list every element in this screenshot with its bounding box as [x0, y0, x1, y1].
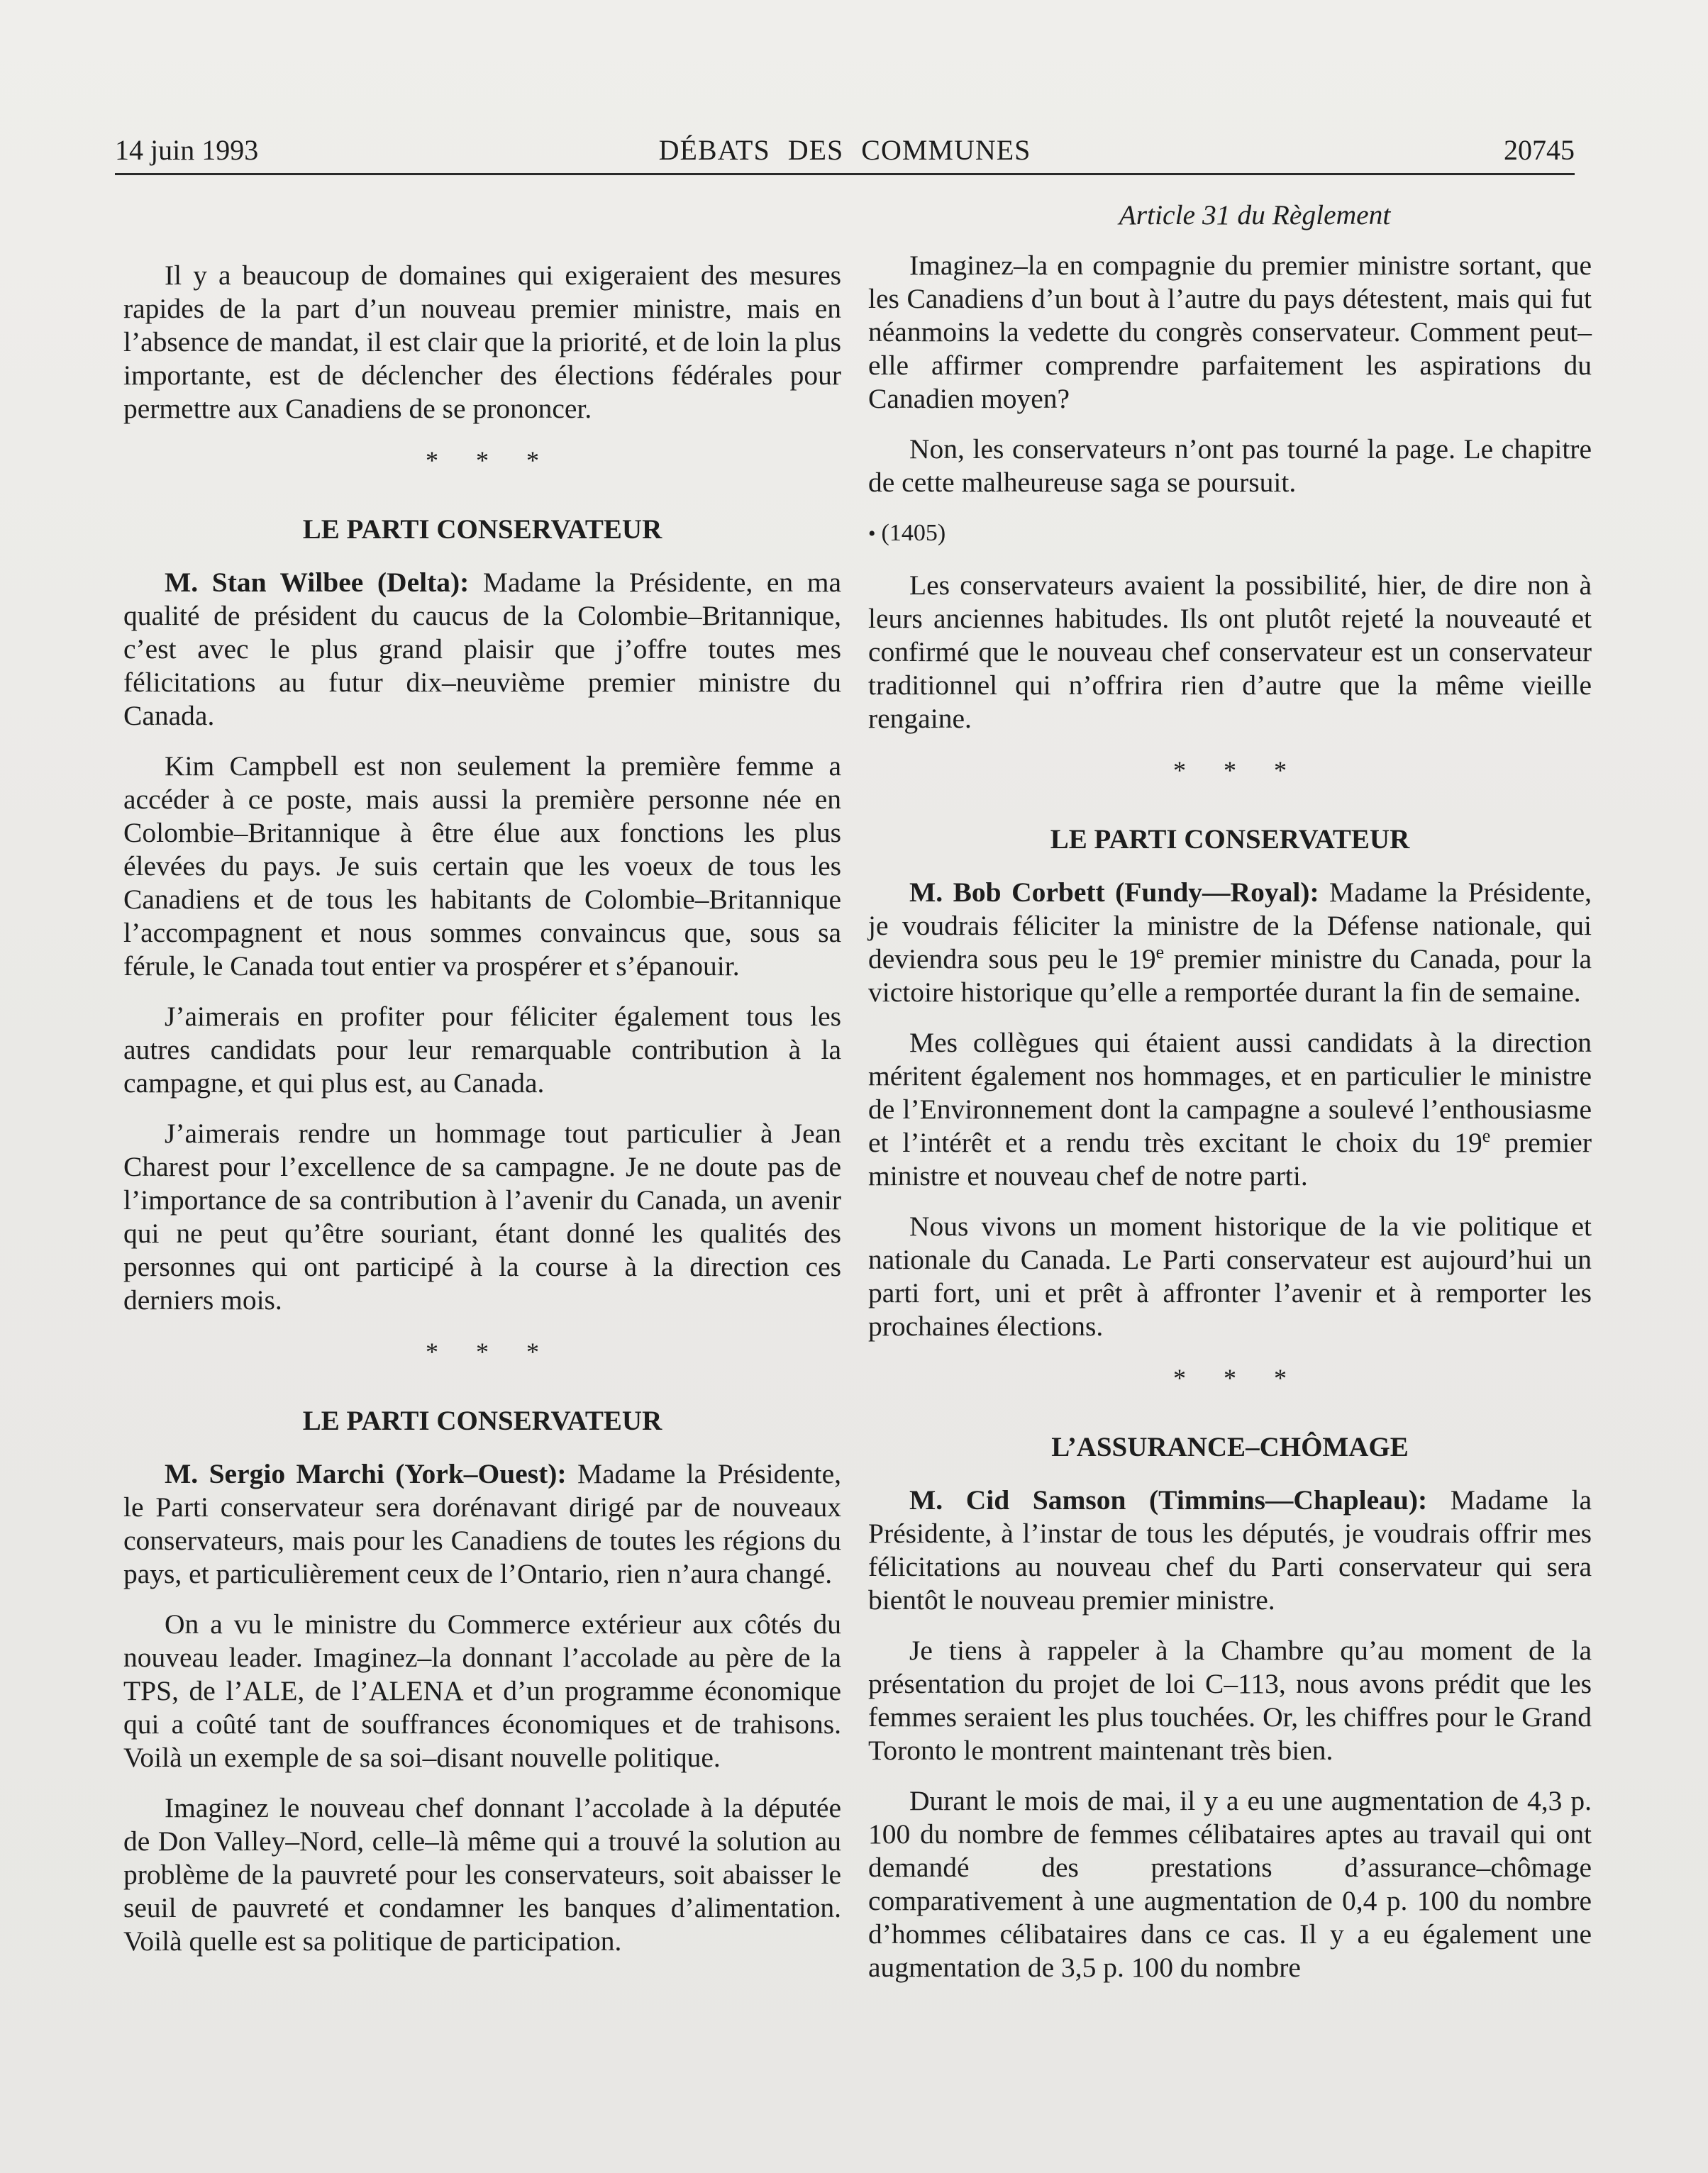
paragraph: Non, les conservateurs n’ont pas tourné la page. Le chapitre de cette malheureuse saga se poursuit. [868, 433, 1592, 498]
paragraph: Imaginez le nouveau chef donnant l’accolade à la députée de Don Valley–Nord, celle–là même qui a trouvé la solution au problème de la pauvreté pour les conservateurs, soit abaisser le seuil de pauvreté et condamner les banques d’alimentation. Voilà quelle est sa politique de participation. [123, 1792, 841, 1957]
speech-text: premier ministre du Canada, pour la victoire historique qu’elle a remportée durant la fin de semaine. [868, 943, 1592, 1008]
timestamp-text: (1405) [881, 520, 946, 546]
speaker-name: M. Stan Wilbee (Delta): [165, 567, 470, 598]
section-heading: LE PARTI CONSERVATEUR [1050, 824, 1410, 855]
paragraph: Nous vivons un moment historique de la vie politique et nationale du Canada. Le Parti conservateur est aujourd’hui un parti fort, uni et prêt à affronter l’avenir et à remporter les prochaines élections. [868, 1211, 1592, 1342]
section-separator: * * * [1173, 756, 1302, 784]
section-separator: * * * [426, 446, 555, 474]
page-number: 20745 [1504, 134, 1575, 166]
header-rule [115, 173, 1575, 175]
speaker-name: M. Cid Samson (Timmins—Chapleau): [909, 1484, 1428, 1516]
paragraph-text: premier ministre et nouveau chef de notre parti. [868, 1127, 1592, 1191]
section-heading: LE PARTI CONSERVATEUR [302, 514, 662, 545]
paragraph: Il y a beaucoup de domaines qui exigeraient des mesures rapides de la part d’un nouveau premier ministre, mais en l’absence de mandat, il est clair que la priorité, et de loin la plus importante, est de déclencher des élections fédérales pour permettre aux Canadiens de se prononcer. [123, 260, 841, 424]
paragraph: J’aimerais en profiter pour féliciter également tous les autres candidats pour leur remarquable contribution à la campagne, et qui plus est, au Canada. [123, 1001, 841, 1099]
timestamp [868, 516, 1592, 550]
speaker-name: M. Bob Corbett (Fundy—Royal): [909, 877, 1319, 908]
speech-text: Madame la Présidente, le Parti conservateur sera dorénavant dirigé par de nouveaux conservateurs, mais pour les Canadiens de toutes les régions du pays, et particulièrement ceux de l’Ontario, rien n’aura changé. [123, 1458, 841, 1589]
speaker-name: M. Sergio Marchi (York–Ouest): [165, 1458, 567, 1489]
ordinal-superscript: e [1482, 1125, 1491, 1146]
speech-text: Madame la Présidente, en ma qualité de président du caucus de la Colombie–Britannique, c’est avec le plus grand plaisir que j’offre toutes mes félicitations au futur dix–neuvième premier ministre du Canada. [123, 567, 842, 731]
speech-text: Madame la Présidente, je voudrais féliciter la ministre de la Défense nationale, qui deviendra sous peu le 19 [868, 877, 1592, 974]
paragraph: Durant le mois de mai, il y a eu une augmentation de 4,3 p. 100 du nombre de femmes célibataires aptes au travail qui ont demandé des prestations d’assurance–chômage comparativement à une augmentation de 0,4 p. 100 du nombre d’hommes célibataires dans ce cas. Il y a eu également une augmentation de 3,5 p. 100 du nombre [868, 1785, 1592, 1983]
section-separator: * * * [426, 1338, 555, 1366]
speech-paragraph [868, 1484, 1592, 1617]
paragraph: Les conservateurs avaient la possibilité, hier, de dire non à leurs anciennes habitudes. Ils ont plutôt rejeté la nouveauté et confirmé que le nouveau chef conservateur est un conservateur traditionnel qui n’offrira rien d’autre que la même vieille rengaine. [868, 569, 1592, 734]
section-heading: LE PARTI CONSERVATEUR [302, 1406, 662, 1436]
section-separator: * * * [1173, 1364, 1302, 1392]
left-column [123, 259, 841, 1975]
bullet-icon: • [868, 522, 876, 545]
running-header [115, 133, 1575, 176]
paragraph: J’aimerais rendre un hommage tout particulier à Jean Charest pour l’excellence de sa campagne. Je ne doute pas de l’importance de sa contribution à l’avenir du Canada, un avenir qui ne peut qu’être souriant, étant donné les qualités des personnes qui ont participé à la course à la direction ces derniers mois. [123, 1118, 841, 1316]
paragraph-text: Mes collègues qui étaient aussi candidats à la direction méritent également nos hommages, et en particulier le ministre de l’Environnement dont la campagne a soulevé l’enthousiasme et l’intérêt et a rendu très excitant le choix du 19 [868, 1027, 1592, 1158]
paragraph: Imaginez–la en compagnie du premier ministre sortant, que les Canadiens d’un bout à l’autre du pays détestent, mais qui fut néanmoins la vedette du congrès conservateur. Comment peut–elle affirmer comprendre parfaitement les aspirations du Canadien moyen? [868, 250, 1592, 414]
right-column [868, 199, 1592, 2001]
standing-order-reference: Article 31 du Règlement [1119, 199, 1391, 230]
section-heading: L’ASSURANCE–CHÔMAGE [1051, 1432, 1409, 1462]
paragraph: On a vu le ministre du Commerce extérieur aux côtés du nouveau leader. Imaginez–la donnant l’accolade au père de la TPS, de l’ALE, de l’ALENA et d’un programme économique qui a coûté tant de souffrances économiques et de trahisons. Voilà un exemple de sa soi–disant nouvelle politique. [123, 1608, 841, 1773]
header-date: 14 juin 1993 [115, 134, 259, 166]
speech-paragraph [868, 876, 1592, 1009]
speech-paragraph [123, 1457, 841, 1591]
speech-text: Madame la Présidente, à l’instar de tous les députés, je voudrais offrir mes félicitations au nouveau chef du Parti conservateur qui sera bientôt le nouveau premier ministre. [868, 1484, 1592, 1616]
header-title: DÉBATS DES COMMUNES [658, 134, 1031, 166]
paragraph: Kim Campbell est non seulement la première femme a accéder à ce poste, mais aussi la première personne née en Colombie–Britannique à être élue aux fonctions les plus élevées du pays. Je suis certain que les voeux de tous les Canadiens et de tous les habitants de Colombie–Britannique l’accompagnent et nous sommes convaincus que, sous sa férule, le Canada tout entier va prospérer et s’épanouir. [123, 750, 841, 982]
ordinal-superscript: e [1155, 941, 1165, 962]
paragraph [868, 1026, 1592, 1193]
speech-paragraph [123, 566, 841, 733]
paragraph: Je tiens à rappeler à la Chambre qu’au moment de la présentation du projet de loi C–113, nous avons prédit que les femmes seraient les plus touchées. Or, les chiffres pour le Grand Toronto le montrent maintenant très bien. [868, 1635, 1592, 1766]
